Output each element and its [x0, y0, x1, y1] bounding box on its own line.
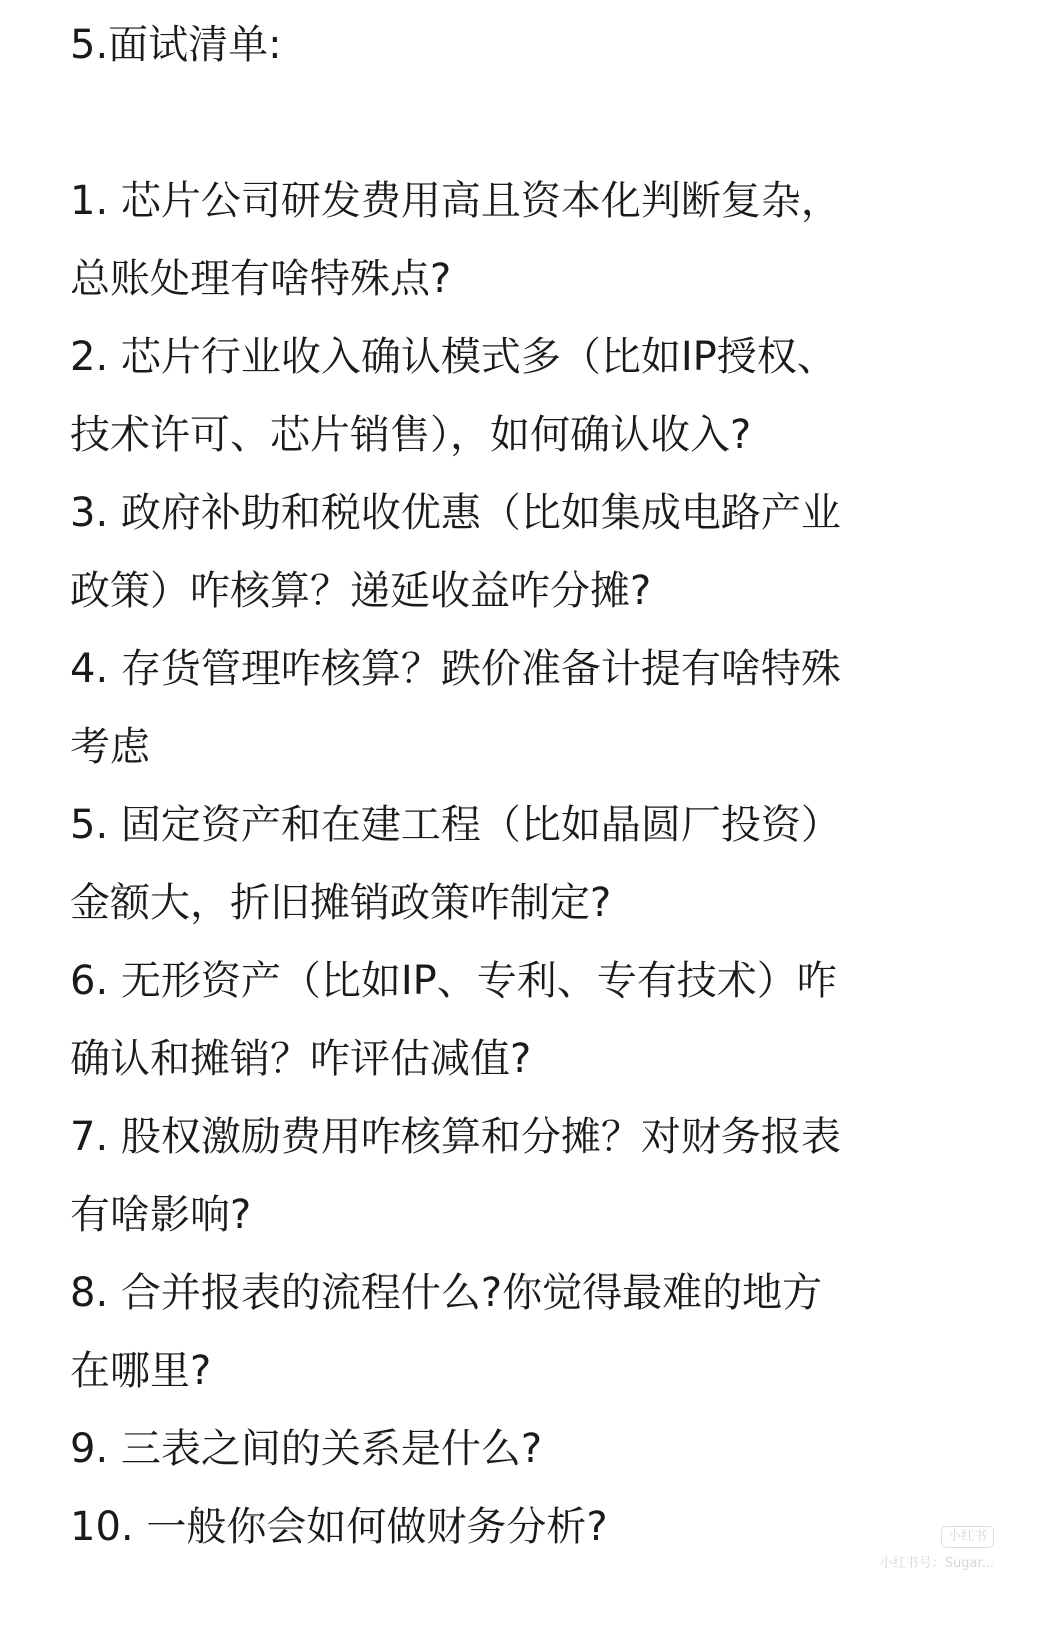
question-line: 1. 芯片公司研发费用高且资本化判断复杂， [70, 178, 841, 224]
question-item-9 [70, 1410, 970, 1488]
question-line: 5. 固定资产和在建工程（比如晶圆厂投资） [70, 802, 841, 848]
question-line: 金额大，折旧摊销政策咋制定? [70, 880, 612, 926]
question-line: 3. 政府补助和税收优惠（比如集成电路产业 [70, 490, 841, 536]
question-line: 在哪里? [70, 1348, 212, 1394]
question-line: 总账处理有啥特殊点? [70, 256, 452, 302]
question-line: 考虑 [70, 724, 150, 770]
question-line: 技术许可、芯片销售），如何确认收入? [70, 412, 752, 458]
question-item-8 [70, 1254, 970, 1410]
question-line: 7. 股权激励费用咋核算和分摊？对财务报表 [70, 1114, 841, 1160]
watermark [880, 1526, 994, 1572]
question-line: 有啥影响? [70, 1192, 252, 1238]
question-item-2 [70, 318, 970, 474]
document [70, 6, 970, 1566]
question-item-10 [70, 1488, 970, 1566]
question-line: 10. 一般你会如何做财务分析? [70, 1504, 608, 1550]
watermark-logo: 小红书 [941, 1526, 994, 1548]
document-title: 5.面试清单: [70, 22, 282, 68]
question-line: 9. 三表之间的关系是什么? [70, 1426, 543, 1472]
question-item-5 [70, 786, 970, 942]
question-line: 6. 无形资产（比如IP、专利、专有技术）咋 [70, 958, 837, 1004]
question-item-4 [70, 630, 970, 786]
question-line: 2. 芯片行业收入确认模式多（比如IP授权、 [70, 334, 837, 380]
question-item-7 [70, 1098, 970, 1254]
blank-line [70, 84, 970, 162]
question-line: 政策）咋核算？递延收益咋分摊? [70, 568, 652, 614]
question-item-1 [70, 162, 970, 318]
question-line: 确认和摊销？咋评估减值? [70, 1036, 532, 1082]
question-item-3 [70, 474, 970, 630]
question-line: 8. 合并报表的流程什么?你觉得最难的地方 [70, 1270, 823, 1316]
watermark-id: 小红书号：Sugar... [879, 1556, 994, 1571]
question-line: 4. 存货管理咋核算？跌价准备计提有啥特殊 [70, 646, 841, 692]
question-item-6 [70, 942, 970, 1098]
